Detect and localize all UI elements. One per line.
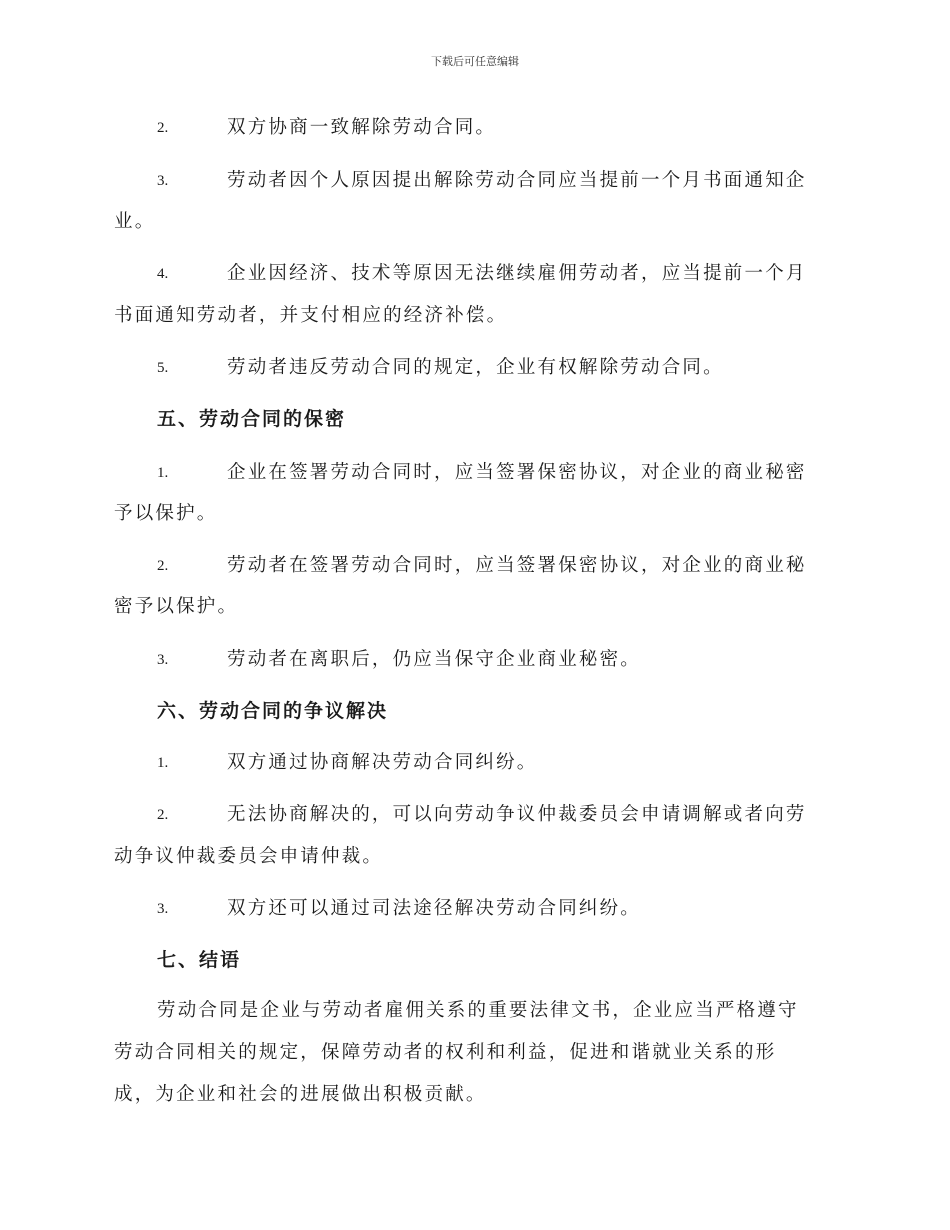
item-text: 双方通过协商解决劳动合同纠纷。 [227, 752, 538, 773]
section-heading: 六、劳动合同的争议解决 [157, 700, 389, 722]
item-number: 1. [157, 755, 169, 771]
item-text: 双方协商一致解除劳动合同。 [227, 117, 497, 138]
paragraph-line: 成，为企业和社会的进展做出积极贡献。 [114, 1084, 487, 1105]
section-heading: 七、结语 [157, 949, 242, 971]
item-text: 企业因经济、技术等原因无法继续雇佣劳动者，应当提前一个月 [227, 263, 807, 284]
page-header: 下载后可任意编辑 [431, 55, 519, 68]
paragraph-line: 劳动合同是企业与劳动者雇佣关系的重要法律文书，企业应当严格遵守 [157, 1000, 799, 1021]
item-number: 1. [157, 465, 169, 481]
item-text: 双方还可以通过司法途径解决劳动合同纠纷。 [227, 898, 642, 919]
item-text-continued: 密予以保护。 [114, 596, 239, 617]
paragraph-line: 劳动合同相关的规定，保障劳动者的权利和利益，促进和谐就业关系的形 [114, 1042, 777, 1063]
item-number: 5. [157, 360, 169, 376]
item-number: 2. [157, 807, 169, 823]
item-text: 劳动者在离职后，仍应当保守企业商业秘密。 [227, 649, 642, 670]
item-text: 劳动者因个人原因提出解除劳动合同应当提前一个月书面通知企 [227, 170, 807, 191]
item-number: 4. [157, 266, 169, 282]
item-text-continued: 业。 [114, 211, 156, 232]
item-number: 2. [157, 558, 169, 574]
item-number: 2. [157, 120, 169, 136]
section-heading: 五、劳动合同的保密 [157, 408, 347, 430]
item-number: 3. [157, 173, 169, 189]
item-text: 企业在签署劳动合同时，应当签署保密协议，对企业的商业秘密 [227, 462, 807, 483]
item-text: 劳动者在签署劳动合同时，应当签署保密协议，对企业的商业秘 [227, 555, 807, 576]
item-text: 无法协商解决的，可以向劳动争议仲裁委员会申请调解或者向劳 [227, 804, 807, 825]
item-text-continued: 予以保护。 [114, 503, 218, 524]
item-number: 3. [157, 901, 169, 917]
item-text: 劳动者违反劳动合同的规定，企业有权解除劳动合同。 [227, 357, 724, 378]
item-number: 3. [157, 652, 169, 668]
item-text-continued: 动争议仲裁委员会申请仲裁。 [114, 846, 384, 867]
item-text-continued: 书面通知劳动者，并支付相应的经济补偿。 [114, 305, 508, 326]
